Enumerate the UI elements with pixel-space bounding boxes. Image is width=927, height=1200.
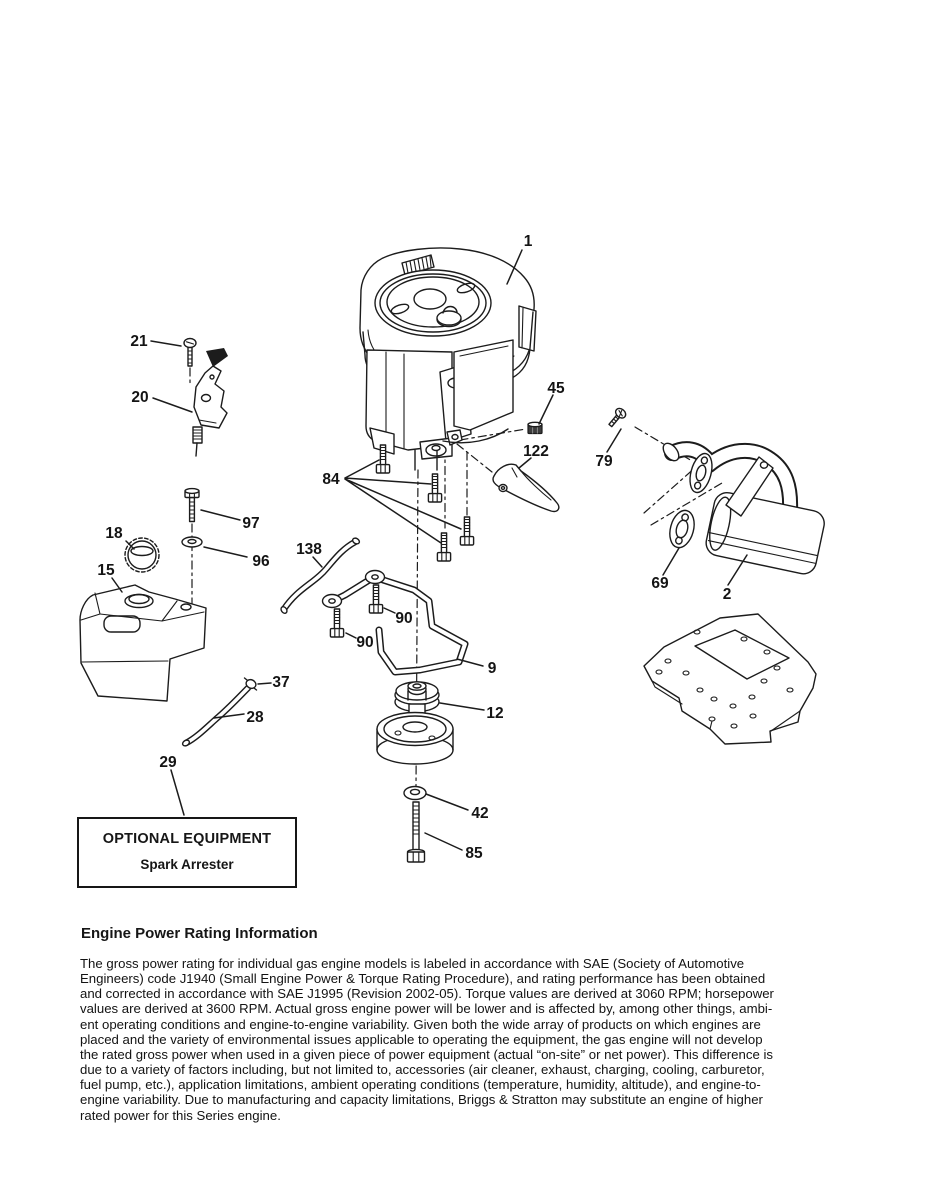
engine-assembly [360, 248, 536, 470]
callout-79: 79 [595, 453, 613, 470]
throttle-control [184, 339, 228, 457]
washer-42 [404, 787, 426, 800]
bolt-90-b [330, 609, 343, 637]
fuel-cap-18 [125, 538, 159, 572]
fuel-lines [182, 537, 361, 747]
callout-9: 9 [487, 660, 497, 677]
callout-2: 2 [722, 586, 732, 603]
paragraph-line: fuel pump, etc.), application limitations, ambient operating conditions (temperature, humidity, altitude), and engine-to- [80, 1077, 761, 1093]
callout-1: 1 [523, 233, 533, 250]
washer-96 [182, 537, 202, 547]
paragraph-line: values are derived at 3600 RPM. Actual gross engine power will be lower and is affected by, among other things, ambi- [80, 1001, 773, 1017]
mounting-plate [644, 614, 816, 744]
exhaust-gasket-69 [666, 508, 698, 551]
callout-96: 96 [252, 553, 270, 570]
callout-42: 42 [471, 805, 489, 822]
paragraph-line: Engineers) code J1940 (Small Engine Power & Torque Rating Procedure), and rating performance has been obtained [80, 971, 766, 987]
screw-79 [606, 406, 627, 429]
callout-28: 28 [246, 709, 264, 726]
optional-equipment-subtitle: Spark Arrester [140, 857, 234, 872]
callout-84: 84 [322, 471, 340, 488]
callout-12: 12 [486, 705, 504, 722]
paragraph-line: ent operating conditions and engine-to-engine variability. Given both the wide array of products on which engines are [80, 1016, 761, 1032]
paragraph-line: The gross power rating for individual gas engine models is labeled in accordance with SAE (Society of Automotive [80, 956, 745, 971]
callout-90a: 90 [395, 610, 413, 627]
paragraph-line: due to a variety of factors including, but not limited to, accessories (air cleaner, exhaust, charging, cooling, carburetor, [80, 1062, 765, 1078]
paragraph-line: rated power for this Series engine. [80, 1107, 281, 1123]
muffler-guard-122 [493, 464, 559, 511]
bolt-84-d [437, 533, 450, 561]
callout-21: 21 [130, 333, 148, 350]
callout-122: 122 [523, 443, 549, 460]
paragraph-line: and corrected in accordance with SAE J1995 (Revision 2002-05). Torque values are derived at 3060 RPM; horsepower [80, 986, 774, 1002]
screw-97 [185, 489, 199, 522]
callout-15: 15 [97, 562, 115, 579]
paragraph-line: the rated gross power when used in a given piece of power equipment (actual “on-site” or net power). This difference is [80, 1046, 773, 1062]
engine-power-rating-paragraph [80, 956, 774, 1123]
paragraph-line: engine variability. Due to manufacturing and capacity limitations, Briggs & Stratton may substitute an engine of higher [80, 1092, 763, 1108]
optional-equipment-box [77, 817, 297, 888]
callout-45: 45 [547, 380, 565, 397]
callout-37: 37 [272, 674, 290, 691]
callout-85: 85 [465, 845, 483, 862]
pulley-12 [377, 682, 453, 764]
callout-97: 97 [242, 515, 260, 532]
callout-90b: 90 [356, 634, 374, 651]
callout-18: 18 [105, 525, 123, 542]
callout-138: 138 [296, 541, 322, 558]
bolt-84-b [428, 474, 441, 502]
muffler-body [704, 490, 827, 576]
callout-20: 20 [131, 389, 149, 406]
fuel-tank-assembly [80, 489, 206, 701]
bolt-84-c [460, 517, 473, 545]
callout-69: 69 [651, 575, 669, 592]
screw-21 [184, 339, 196, 367]
optional-equipment-title: OPTIONAL EQUIPMENT [102, 831, 272, 847]
fuel-tank [80, 585, 206, 701]
mounting-bolts-84 [376, 445, 473, 561]
bolt-90-a [369, 585, 382, 613]
belt-guard-9 [323, 571, 466, 673]
section-heading: Engine Power Rating Information [81, 925, 318, 942]
nut-45 [528, 422, 542, 433]
bolt-85 [408, 802, 425, 862]
callout-29: 29 [159, 754, 177, 771]
muffler-assembly [606, 406, 826, 576]
paragraph-line: placed and the variety of environmental issues applicable to operating the equipment, the gas engine will not develop [80, 1031, 763, 1047]
